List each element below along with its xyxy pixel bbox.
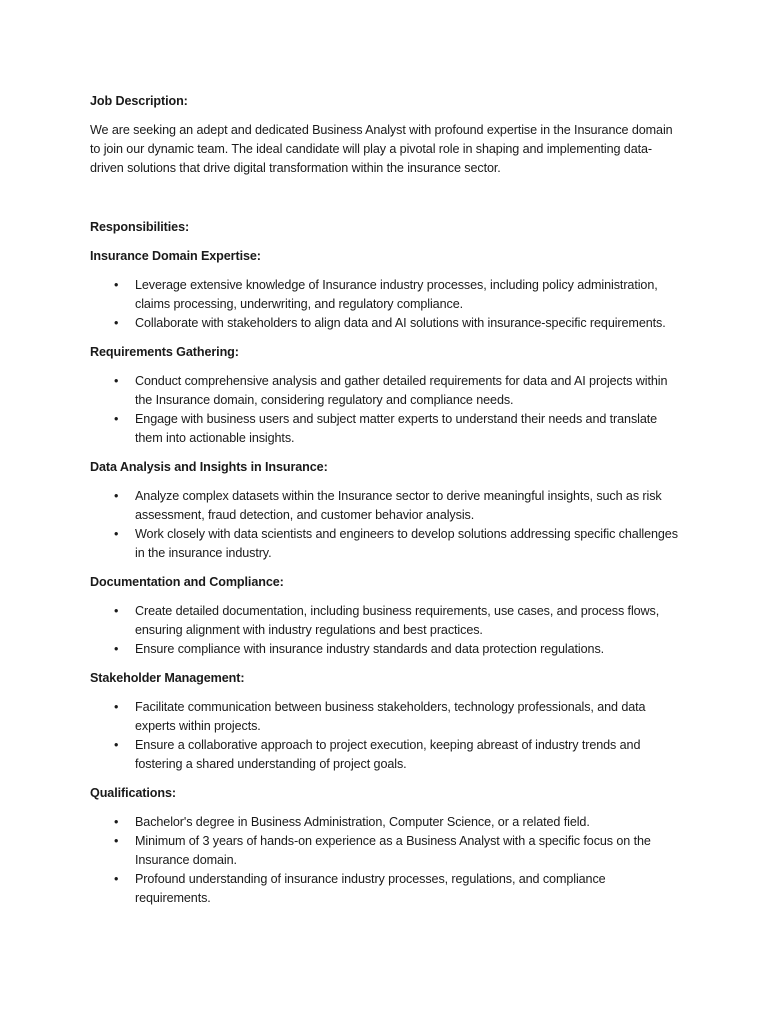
list-item-text: Bachelor's degree in Business Administration, Computer Science, or a related field. <box>135 815 590 829</box>
bullet-list <box>90 487 680 563</box>
list-item <box>90 870 680 908</box>
list-item-text: Engage with business users and subject matter experts to understand their needs and translate them into actionable insights. <box>135 412 658 445</box>
list-item-text: Profound understanding of insurance industry processes, regulations, and compliance requirements. <box>135 872 606 905</box>
bullet-icon: • <box>114 316 119 330</box>
section-requirements-gathering <box>90 343 680 448</box>
list-item <box>90 410 680 448</box>
list-item <box>90 698 680 736</box>
section-heading: Documentation and Compliance: <box>90 575 284 589</box>
list-item-text: Analyze complex datasets within the Insurance sector to derive meaningful insights, such as risk assessment, fraud detection, and customer behavior analysis. <box>135 489 662 522</box>
bullet-list <box>90 698 680 774</box>
section-heading: Qualifications: <box>90 786 176 800</box>
list-item-text: Ensure a collaborative approach to project execution, keeping abreast of industry trends and fostering a shared understanding of project goals. <box>135 738 641 771</box>
list-item <box>90 813 680 832</box>
section-heading: Stakeholder Management: <box>90 671 245 685</box>
list-item <box>90 314 680 333</box>
section-stakeholder-management <box>90 669 680 774</box>
bullet-icon: • <box>114 604 119 618</box>
list-item-text: Leverage extensive knowledge of Insurance industry processes, including policy administration, claims processing, underwriting, and regulatory compliance. <box>135 278 658 311</box>
bullet-icon: • <box>114 527 119 541</box>
bullet-icon: • <box>114 815 119 829</box>
bullet-icon: • <box>114 700 119 714</box>
list-item <box>90 602 680 640</box>
section-data-analysis <box>90 458 680 563</box>
job-description-heading: Job Description: <box>90 94 188 108</box>
section-qualifications <box>90 784 680 908</box>
bullet-icon: • <box>114 489 119 503</box>
section-insurance-domain-expertise <box>90 247 680 333</box>
bullet-icon: • <box>114 642 119 656</box>
section-heading: Insurance Domain Expertise: <box>90 249 261 263</box>
bullet-icon: • <box>114 834 119 848</box>
bullet-icon: • <box>114 738 119 752</box>
section-heading: Data Analysis and Insights in Insurance: <box>90 460 328 474</box>
bullet-list <box>90 372 680 448</box>
list-item <box>90 640 680 659</box>
list-item <box>90 372 680 410</box>
bullet-icon: • <box>114 374 119 388</box>
list-item <box>90 525 680 563</box>
bullet-icon: • <box>114 278 119 292</box>
section-heading: Requirements Gathering: <box>90 345 239 359</box>
job-description-text: We are seeking an adept and dedicated Business Analyst with profound expertise in the Insurance domain to join our dynamic team. The ideal candidate will play a pivotal role in shaping and implementing data-driven solutions that drive digital transformation within the insurance sector. <box>90 123 673 175</box>
bullet-list <box>90 602 680 659</box>
bullet-list <box>90 813 680 908</box>
list-item-text: Collaborate with stakeholders to align data and AI solutions with insurance-specific requirements. <box>135 316 666 330</box>
list-item <box>90 736 680 774</box>
list-item-text: Facilitate communication between business stakeholders, technology professionals, and data experts within projects. <box>135 700 646 733</box>
list-item-text: Work closely with data scientists and engineers to develop solutions addressing specific challenges in the insurance industry. <box>135 527 678 560</box>
list-item <box>90 832 680 870</box>
list-item-text: Create detailed documentation, including business requirements, use cases, and process flows, ensuring alignment with industry regulations and best practices. <box>135 604 660 637</box>
bullet-icon: • <box>114 872 119 886</box>
bullet-list <box>90 276 680 333</box>
list-item-text: Conduct comprehensive analysis and gather detailed requirements for data and AI projects within the Insurance domain, considering regulatory and compliance needs. <box>135 374 668 407</box>
section-documentation-compliance <box>90 573 680 659</box>
list-item-text: Minimum of 3 years of hands-on experience as a Business Analyst with a specific focus on the Insurance domain. <box>135 834 651 867</box>
list-item <box>90 487 680 525</box>
responsibilities-heading: Responsibilities: <box>90 220 190 234</box>
list-item <box>90 276 680 314</box>
document-content <box>90 92 680 918</box>
list-item-text: Ensure compliance with insurance industry standards and data protection regulations. <box>135 642 605 656</box>
bullet-icon: • <box>114 412 119 426</box>
